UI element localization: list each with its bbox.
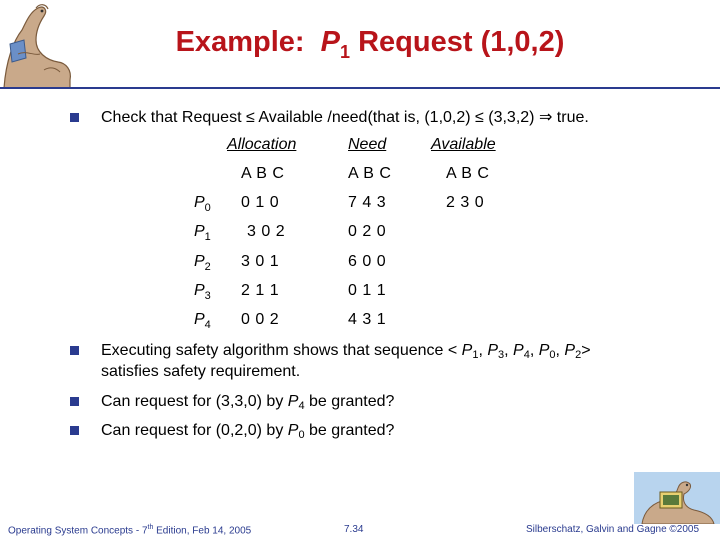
row-process-label: $P_1$ (194, 223, 211, 243)
title-divider (0, 87, 720, 89)
header-available: Available (431, 136, 496, 153)
cell-allocation: 2 1 1 (241, 282, 280, 299)
subheader-need: A B C (348, 165, 392, 182)
bullet-square-icon (70, 426, 79, 435)
header-need: Need (348, 136, 387, 153)
bullet-square-icon (70, 397, 79, 406)
cell-need: 4 3 1 (348, 311, 387, 328)
row-process-label: $P_2$ (194, 253, 211, 273)
bullet-safety-sequence (70, 340, 690, 384)
cell-allocation: 0 0 2 (241, 311, 280, 328)
cell-allocation: 0 1 0 (241, 194, 280, 211)
subheader-available: A B C (446, 165, 490, 182)
cell-need: 0 1 1 (348, 282, 387, 299)
bullet-check-request (70, 107, 690, 129)
footer-page-number: 7.34 (344, 524, 364, 535)
bullet-text: Can request for (3,3,0) by $P_4$ be granted? (101, 393, 395, 412)
bullet-text: Check that Request ≤ Available /need(that is, (1,0,2) ≤ (3,3,2) ⇒ true. (101, 109, 589, 126)
footer-course-info: Operating System Concepts - 7th Edition, Feb 14, 2005 (8, 524, 252, 537)
header-allocation: Allocation (227, 136, 297, 153)
footer-copyright: Silberschatz, Galvin and Gagne ©2005 (526, 524, 700, 535)
bullet-question-p0 (70, 420, 690, 442)
bullet-square-icon (70, 113, 79, 122)
bullet-text-continued: satisfies safety requirement. (101, 363, 301, 380)
cell-need: 6 0 0 (348, 253, 387, 270)
cell-allocation: 3 0 2 (247, 223, 286, 240)
bullet-text: Can request for (0,2,0) by $P_0$ be granted? (101, 422, 395, 441)
dinosaur-reading-icon (0, 0, 80, 90)
cell-allocation: 3 0 1 (241, 253, 280, 270)
cell-need: 7 4 3 (348, 194, 387, 211)
dinosaur-computer-icon (634, 472, 720, 524)
slide-title: Example: $P_1$ Request (1,0,2) (175, 26, 565, 62)
bullet-text: Executing safety algorithm shows that sequence < $P_1$, $P_3$, $P_4$, $P_0$, $P_2>$ (101, 342, 591, 361)
cell-need: 0 2 0 (348, 223, 387, 240)
subheader-allocation: A B C (241, 165, 285, 182)
row-process-label: $P_3$ (194, 282, 211, 302)
bullet-question-p4 (70, 391, 690, 413)
row-process-label: $P_0$ (194, 194, 211, 214)
bullet-square-icon (70, 346, 79, 355)
cell-available: 2 3 0 (446, 194, 485, 211)
row-process-label: $P_4$ (194, 311, 211, 331)
